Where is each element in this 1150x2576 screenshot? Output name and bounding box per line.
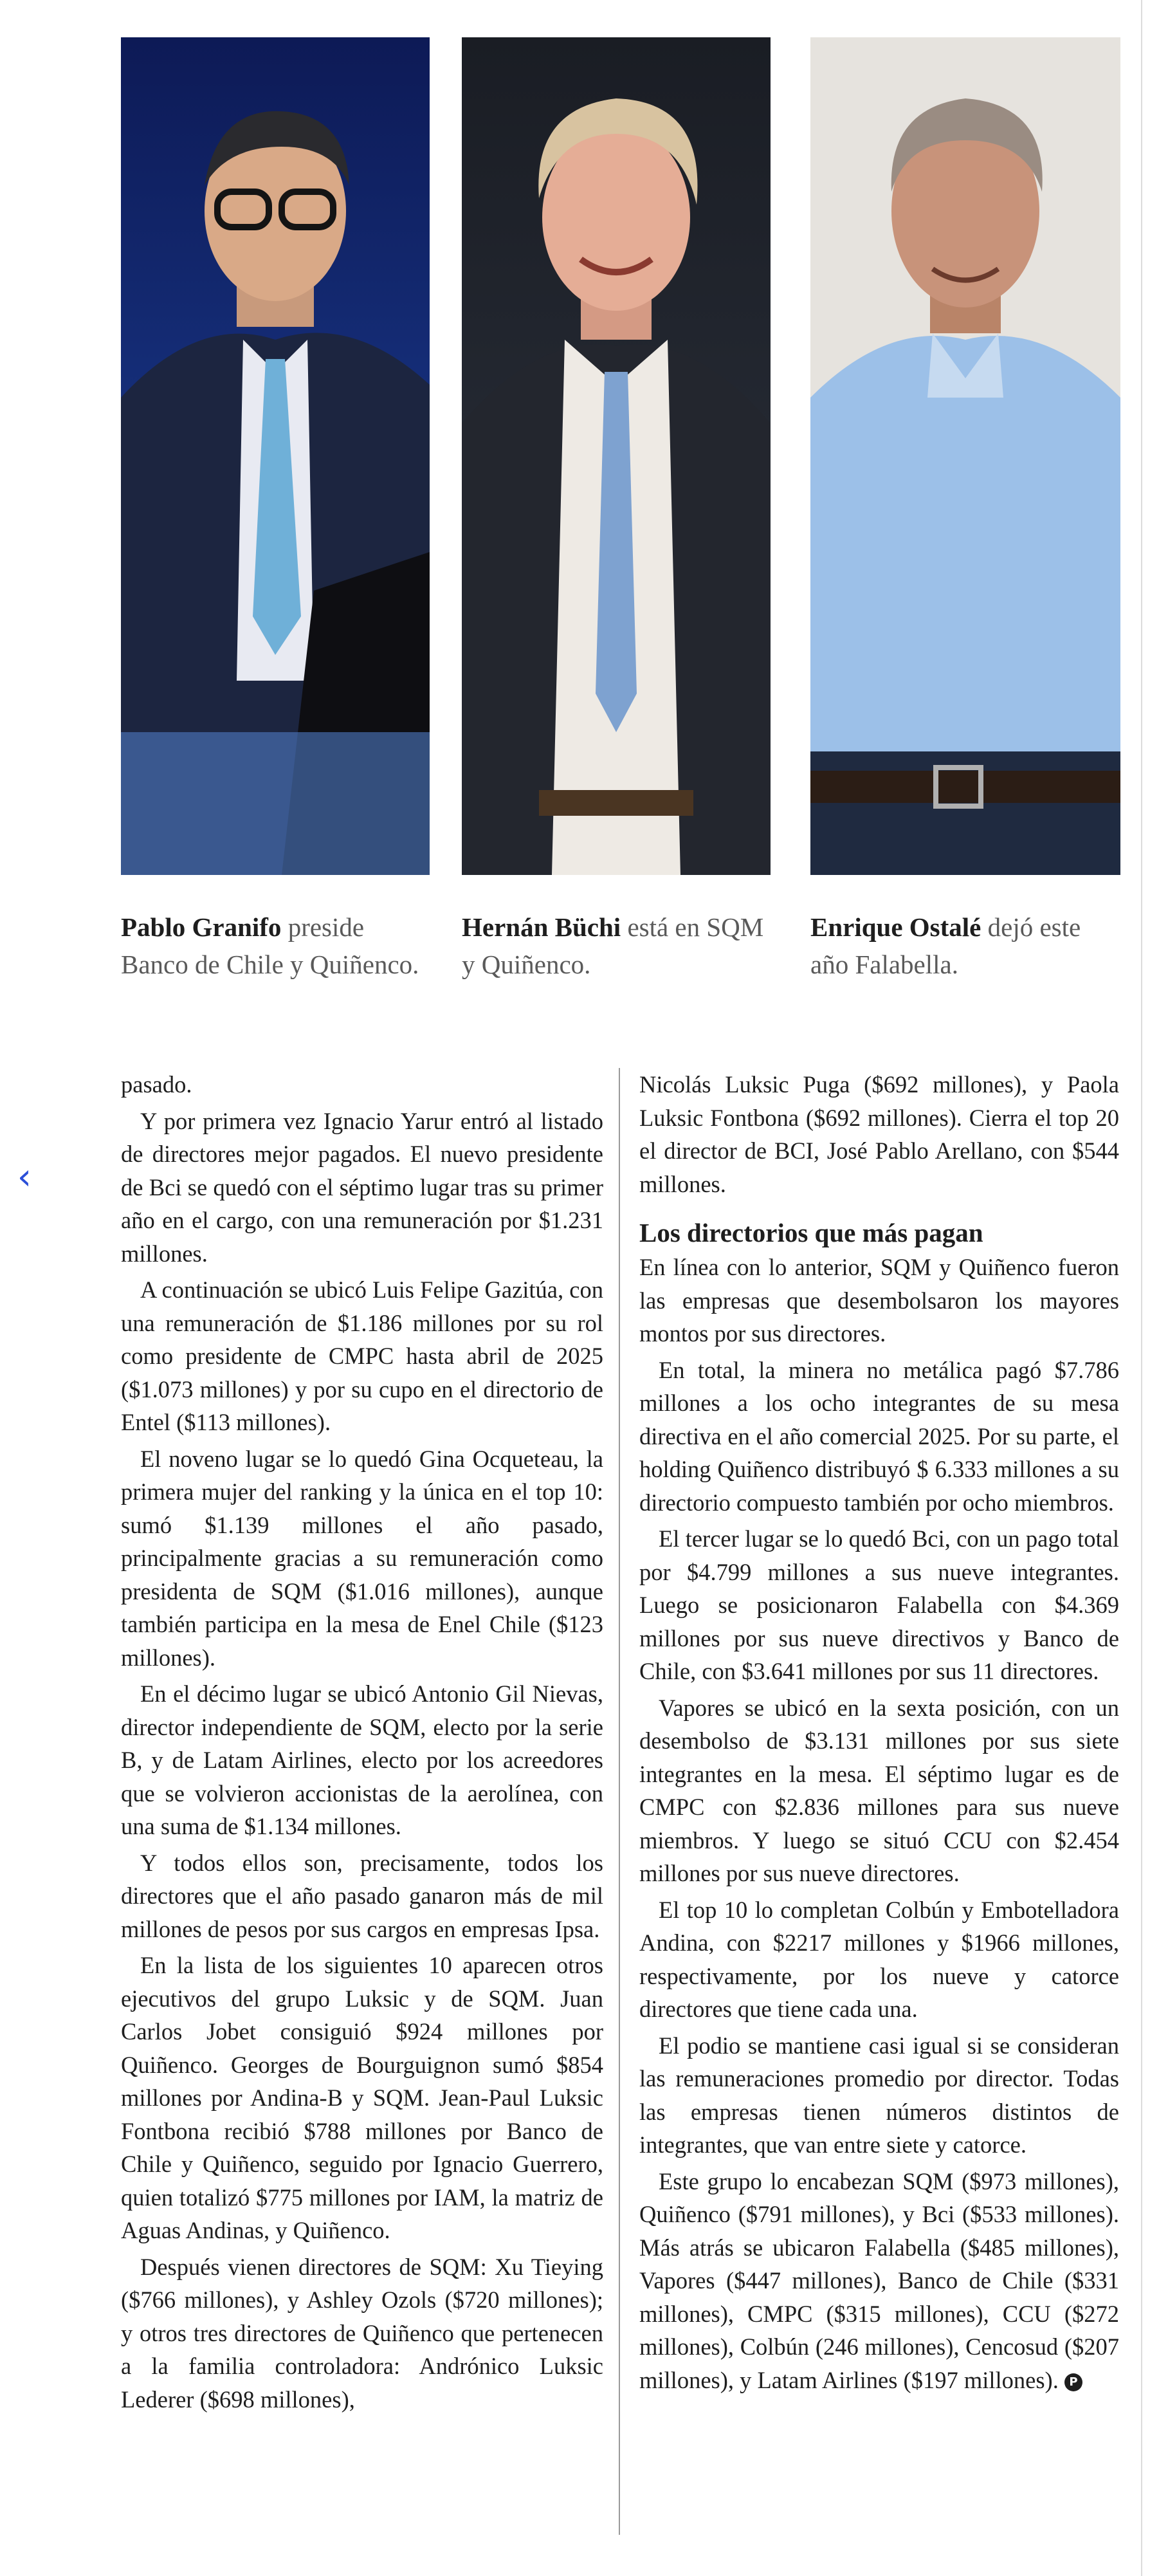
photo-enrique-ostale	[810, 37, 1120, 875]
photo-pablo-granifo	[121, 37, 430, 875]
article-paragraph: Y todos ellos son, precisamente, todos los directores que el año pasado ganaron más de mil millones de pesos por sus cargos en empresas Ipsa.	[121, 1849, 603, 1942]
caption-name: Enrique Ostalé	[810, 912, 981, 942]
article-paragraph: Vapores se ubicó en la sexta posición, con un desembolso de $3.131 millones por sus siete integrantes en la mesa. El séptimo lugar es de CMPC con $2.836 millones para sus nueve miembros. Y luego se situó CCU con $2.454 millones por sus nueve directores.	[639, 1694, 1119, 1886]
end-of-article-icon: P	[1064, 2373, 1082, 2391]
caption-text: preside Banco de Chile y Quiñenco.	[121, 912, 419, 979]
chevron-left-icon[interactable]: ‹	[17, 1156, 32, 1198]
article-paragraph: El podio se mantiene casi igual si se consideran las remuneraciones promedio por director. Todas las empresas tienen números distintos de integrantes, que van entre siete y catorce.	[639, 2032, 1119, 2158]
article-paragraph: El tercer lugar se lo quedó Bci, con un pago total por $4.799 millones a sus nueve integrantes. Luego se posicionaron Falabella con $4.369 millones por sus nueve directivos y Banco de Chile, con $3.641 millones por sus 11 directores.	[639, 1525, 1119, 1684]
page-edge	[1141, 0, 1142, 2576]
caption-name: Hernán Büchi	[462, 912, 621, 942]
article-paragraph-last	[639, 2165, 1119, 2397]
column-divider	[619, 1068, 620, 2535]
article-paragraph: En total, la minera no metálica pagó $7.786 millones a los ocho integrantes de su mesa directiva en el año comercial 2025. Por su parte, el holding Quiñenco distribuyó $ 6.333 millones a su directorio compuesto también por ocho miembros.	[639, 1356, 1119, 1516]
article-paragraph: Nicolás Luksic Puga ($692 millones), y Paola Luksic Fontbona ($692 millones). Cierra el top 20 el director de BCI, José Pablo Arellano, con $544 millones.	[639, 1071, 1119, 1197]
section-subheading: Los directorios que más pagan	[639, 1218, 983, 1247]
article-column-right	[639, 1068, 1119, 2400]
caption-text: dejó este año Falabella.	[810, 912, 1081, 979]
caption-text: está en SQM y Quiñenco.	[462, 912, 764, 979]
photo-caption	[121, 908, 430, 983]
article-paragraph: En la lista de los siguientes 10 aparecen otros ejecutivos del grupo Luksic y de SQM. Juan Carlos Jobet consiguió $924 millones por Quiñenco. Georges de Bourguignon sumó $854 millones por Andina-B y SQM. Jean-Paul Luksic Fontbona recibió $788 millones por Banco de Chile y Quiñenco, seguido por Ignacio Guerrero, quien totalizó $775 millones por IAM, la matriz de Aguas Andinas, y Quiñenco.	[121, 1952, 603, 2243]
article-column-left	[121, 1068, 603, 2419]
photo-hernan-buchi	[462, 37, 771, 875]
article-paragraph-text: Este grupo lo encabezan SQM ($973 millones), Quiñenco ($791 millones), y Bci ($533 millones). Más atrás se ubicaron Falabella ($485 millones), Vapores ($447 millones), Banco de Chile ($331 millones), CMPC ($315 millones), CCU ($272 millones), Colbún (246 millones), Cencosud ($207 millones), y Latam Airlines ($197 millones).	[639, 2167, 1119, 2393]
article-paragraph: El top 10 lo completan Colbún y Embotelladora Andina, con $2217 millones y $1966 millones, respectivamente, por los nueve y catorce directores que tiene cada una.	[639, 1896, 1119, 2022]
article-paragraph: Y por primera vez Ignacio Yarur entró al listado de directores mejor pagados. El nuevo presidente de Bci se quedó con el séptimo lugar tras su primer año en el cargo, con una remuneración por $1.231 millones.	[121, 1107, 603, 1267]
article-paragraph: pasado.	[121, 1071, 192, 1098]
photo-caption	[810, 908, 1119, 983]
caption-name: Pablo Granifo	[121, 912, 282, 942]
photo-caption	[462, 908, 771, 983]
article-paragraph: En línea con lo anterior, SQM y Quiñenco fueron las empresas que desembolsaron los mayores montos por sus directores.	[639, 1254, 1119, 1347]
article-paragraph: A continuación se ubicó Luis Felipe Gazitúa, con una remuneración de $1.186 millones por su rol como presidente de CMPC hasta abril de 2025 ($1.073 millones) y por su cupo en el directorio de Entel ($113 millones).	[121, 1276, 603, 1435]
article-paragraph: En el décimo lugar se ubicó Antonio Gil Nievas, director independiente de SQM, electo por la serie B, y de Latam Airlines, electo por los acreedores que se volvieron accionistas de la aerolínea, con una suma de $1.134 millones.	[121, 1680, 603, 1839]
article-paragraph: Después vienen directores de SQM: Xu Tieying ($766 millones), y Ashley Ozols ($720 millones); y otros tres directores de Quiñenco que pertenecen a la familia controladora: Andrónico Luksic Lederer ($698 millones),	[121, 2253, 603, 2413]
article-paragraph: El noveno lugar se lo quedó Gina Ocqueteau, la primera mujer del ranking y la única en el top 10: sumó $1.139 millones el año pasado, principalmente gracias a su remuneración como presidenta de SQM ($1.016 millones), aunque también participa en la mesa de Enel Chile ($123 millones).	[121, 1445, 603, 1671]
